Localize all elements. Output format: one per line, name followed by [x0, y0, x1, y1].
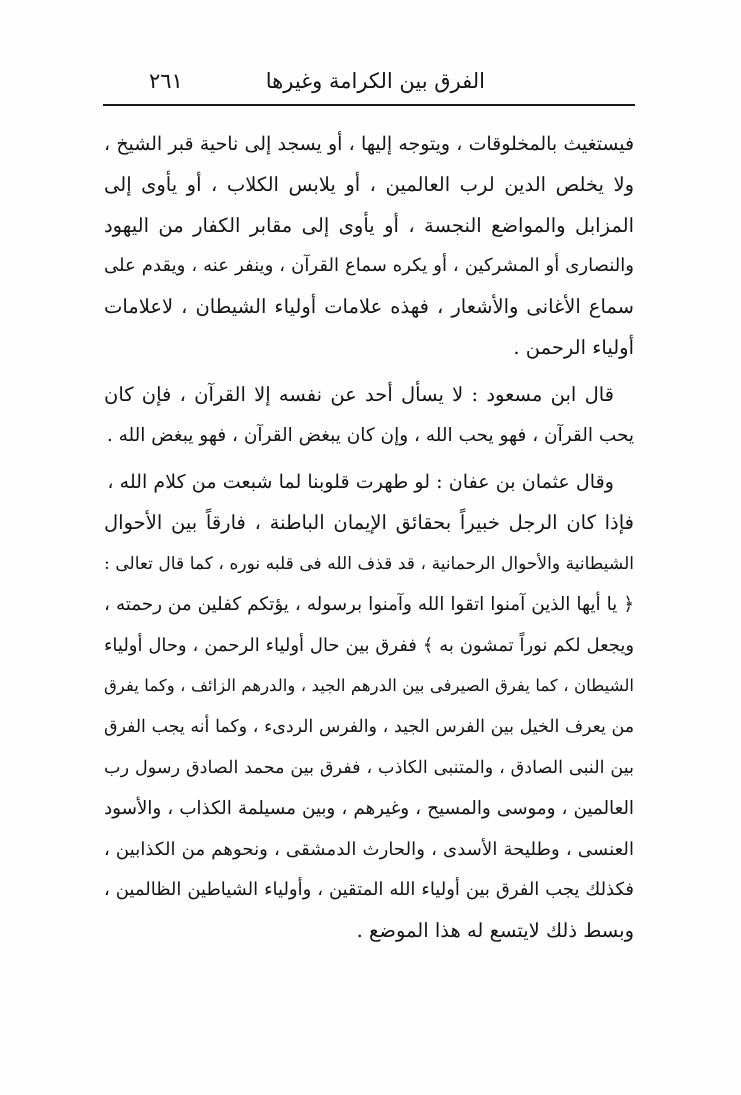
running-header-title: الفرق بين الكرامة وغيرها: [265, 69, 485, 93]
text-line: أولياء الرحمن .: [513, 335, 634, 359]
text-line: بين النبى الصادق ، والمتنبى الكاذب ، ففرق بين محمد الصادق رسول رب: [104, 757, 634, 778]
text-line: العنسى ، وطليحة الأسدى ، والحارث الدمشقى ، ونحوهم من الكذابين ،: [104, 838, 634, 860]
text-line: ولا يخلص الدين لرب العالمين ، أو يلابس الكلاب ، أو يأوى إلى: [104, 172, 634, 196]
text-line: فيستغيث بالمخلوقات ، ويتوجه إليها ، أو يسجد إلى ناحية قبر الشيخ ،: [104, 133, 634, 155]
text-line: الشيطان ، كما يفرق الصيرفى بين الدرهم الجيد ، والدرهم الزائف ، وكما يفرق: [104, 676, 634, 696]
text-line: يحب القرآن ، فهو يحب الله ، وإن كان يبغض القرآن ، فهو يبغض الله .: [106, 424, 634, 446]
text-line: قال ابن مسعود : لا يسأل أحد عن نفسه إلا القرآن ، فإن كان: [104, 382, 614, 406]
text-line: فإذا كان الرجل خبيراً بحقائق الإيمان الباطنة ، فارقاً بين الأحوال: [104, 511, 634, 535]
running-header: [103, 64, 635, 104]
text-line: العالمين ، وموسى والمسيح ، وغيرهم ، وبين مسيلمة الكذاب ، والأسود: [104, 797, 634, 819]
text-line: ويجعل لكم نوراً تمشون به ﴾ ففرق بين حال أولياء الرحمن ، وحال أولياء: [104, 634, 634, 656]
paragraph-3: [104, 462, 634, 503]
header-rule: [103, 104, 635, 106]
text-line: فكذلك يجب الفرق بين أولياء الله المتقين ، وأولياء الشياطين الظالمين ،: [104, 879, 634, 901]
text-line: الشيطانية والأحوال الرحمانية ، قد قذف الله فى قلبه نوره ، كما قال تعالى :: [104, 553, 634, 574]
page-body: [104, 124, 634, 952]
text-line: وقال عثمان بن عفان : لو طهرت قلوبنا لما شبعت من كلام الله ،: [107, 470, 614, 494]
text-line: وبسط ذلك لايتسع له هذا الموضع .: [356, 919, 634, 943]
text-line: والنصارى أو المشركين ، أو يكره سماع القرآن ، وينفر عنه ، ويقدم على: [104, 255, 634, 277]
text-line: المزابل والمواضع النجسة ، أو يأوى إلى مقابر الكفار من اليهود: [104, 213, 634, 237]
page-number: ٢٦١: [149, 69, 183, 93]
text-line: سماع الأغانى والأشعار ، فهذه علامات أولياء الشيطان ، لاعلامات: [104, 295, 634, 319]
paragraph-4: [104, 503, 634, 952]
text-line: ﴿ يا أيها الذين آمنوا اتقوا الله وآمنوا برسوله ، يؤتكم كفلين من رحمته ،: [104, 593, 634, 615]
paragraph-2: [104, 375, 634, 457]
paragraph-1: [104, 124, 634, 369]
text-line: من يعرف الخيل بين الفرس الجيد ، والفرس الردىء ، وكما أنه يجب الفرق: [104, 717, 634, 738]
